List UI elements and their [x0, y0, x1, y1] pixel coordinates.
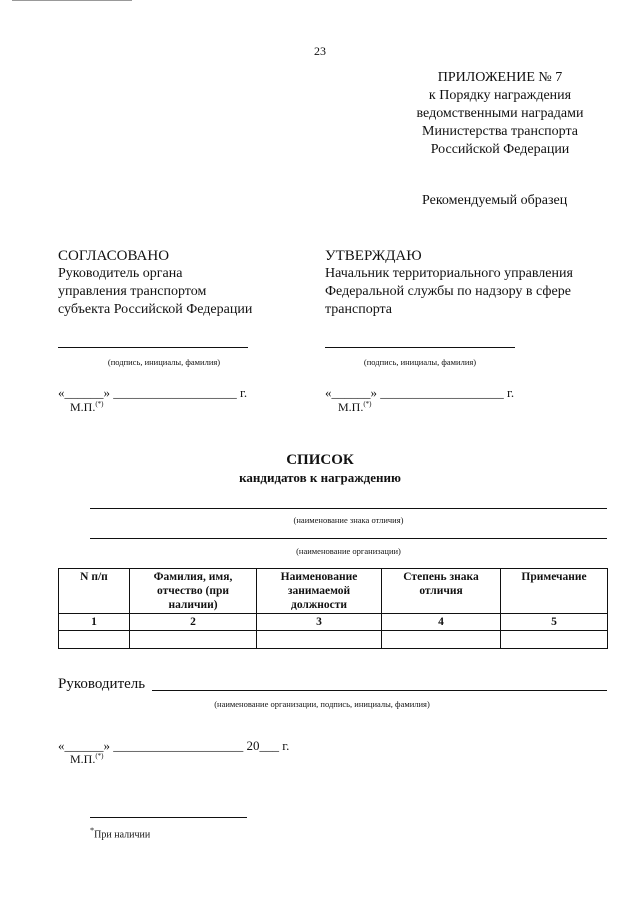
agreed-block — [58, 247, 308, 319]
top-edge-line — [12, 0, 132, 1]
table-empty-row — [59, 631, 608, 649]
organization-name-caption: (наименование организации) — [296, 546, 401, 556]
page-number: 23 — [314, 44, 326, 58]
footnote-mark: * — [90, 826, 95, 835]
approve-signature-line — [325, 347, 515, 348]
column-number-1: 1 — [59, 614, 130, 631]
approve-line-3: транспорта — [325, 302, 393, 317]
footnote-separator — [90, 817, 247, 818]
footnote-text: При наличии — [94, 829, 151, 841]
approve-line-1: Начальник территориального управления — [325, 266, 573, 281]
header-number: N п/п — [59, 569, 130, 614]
bottom-date: «______» ____________________ 20___ г. — [58, 738, 290, 753]
appendix-line-1: ПРИЛОЖЕНИЕ № 7 — [437, 70, 563, 85]
appendix-header — [395, 69, 605, 159]
agreed-line-1: Руководитель органа — [58, 266, 183, 281]
empty-cell — [501, 631, 608, 649]
head-label: Руководитель — [58, 676, 146, 692]
approve-stamp-label: М.П. — [338, 400, 364, 414]
approve-heading: УТВЕРЖДАЮ — [325, 248, 422, 264]
empty-cell — [382, 631, 501, 649]
agreed-stamp-mark: (*) — [95, 400, 104, 408]
column-number-4: 4 — [382, 614, 501, 631]
agreed-stamp-label: М.П. — [70, 400, 96, 414]
agreed-signature-caption: (подпись, инициалы, фамилия) — [107, 357, 221, 367]
award-name-line — [90, 508, 607, 509]
column-number-3: 3 — [257, 614, 382, 631]
sample-label: Рекомендуемый образец — [422, 193, 568, 208]
award-name-caption: (наименование знака отличия) — [293, 515, 404, 525]
approve-signature-caption: (подпись, инициалы, фамилия) — [363, 357, 477, 367]
head-signature-caption: (наименование организации, подпись, инициалы, фамилия) — [214, 699, 430, 709]
agreed-heading: СОГЛАСОВАНО — [58, 248, 170, 264]
header-position: Наименование занимаемой должности — [257, 569, 382, 614]
appendix-line-3: ведомственными наградами — [416, 106, 584, 121]
approve-block — [325, 247, 615, 319]
agreed-line-2: управления транспортом — [58, 284, 207, 299]
bottom-stamp-place — [70, 752, 104, 767]
agreed-signature-line — [58, 347, 248, 348]
empty-cell — [59, 631, 130, 649]
approve-date: «______» ___________________ г. — [325, 385, 515, 400]
appendix-line-2: к Порядку награждения — [428, 88, 572, 103]
header-award-degree: Степень знака отличия — [382, 569, 501, 614]
appendix-line-5: Российской Федерации — [430, 142, 570, 157]
header-note: Примечание — [501, 569, 608, 614]
bottom-stamp-mark: (*) — [95, 752, 104, 760]
organization-name-line — [90, 538, 607, 539]
header-full-name: Фамилия, имя, отчество (при наличии) — [130, 569, 257, 614]
appendix-line-4: Министерства транспорта — [422, 124, 578, 139]
table-number-row — [59, 614, 608, 631]
agreed-line-3: субъекта Российской Федерации — [58, 302, 253, 317]
bottom-stamp-label: М.П. — [70, 752, 96, 766]
document-subtitle: кандидатов к награждению — [239, 470, 401, 485]
approve-line-2: Федеральной службы по надзору в сфере — [325, 284, 571, 299]
head-signature-line — [152, 690, 607, 691]
empty-cell — [130, 631, 257, 649]
column-number-2: 2 — [130, 614, 257, 631]
empty-cell — [257, 631, 382, 649]
approve-stamp-place — [338, 400, 372, 415]
approve-stamp-mark: (*) — [363, 400, 372, 408]
agreed-date: «______» ___________________ г. — [58, 385, 248, 400]
document-title: СПИСОК — [286, 452, 354, 468]
column-number-5: 5 — [501, 614, 608, 631]
table-header-row — [59, 569, 608, 614]
agreed-stamp-place — [70, 400, 104, 415]
candidates-table — [58, 568, 608, 649]
footnote — [90, 826, 150, 840]
